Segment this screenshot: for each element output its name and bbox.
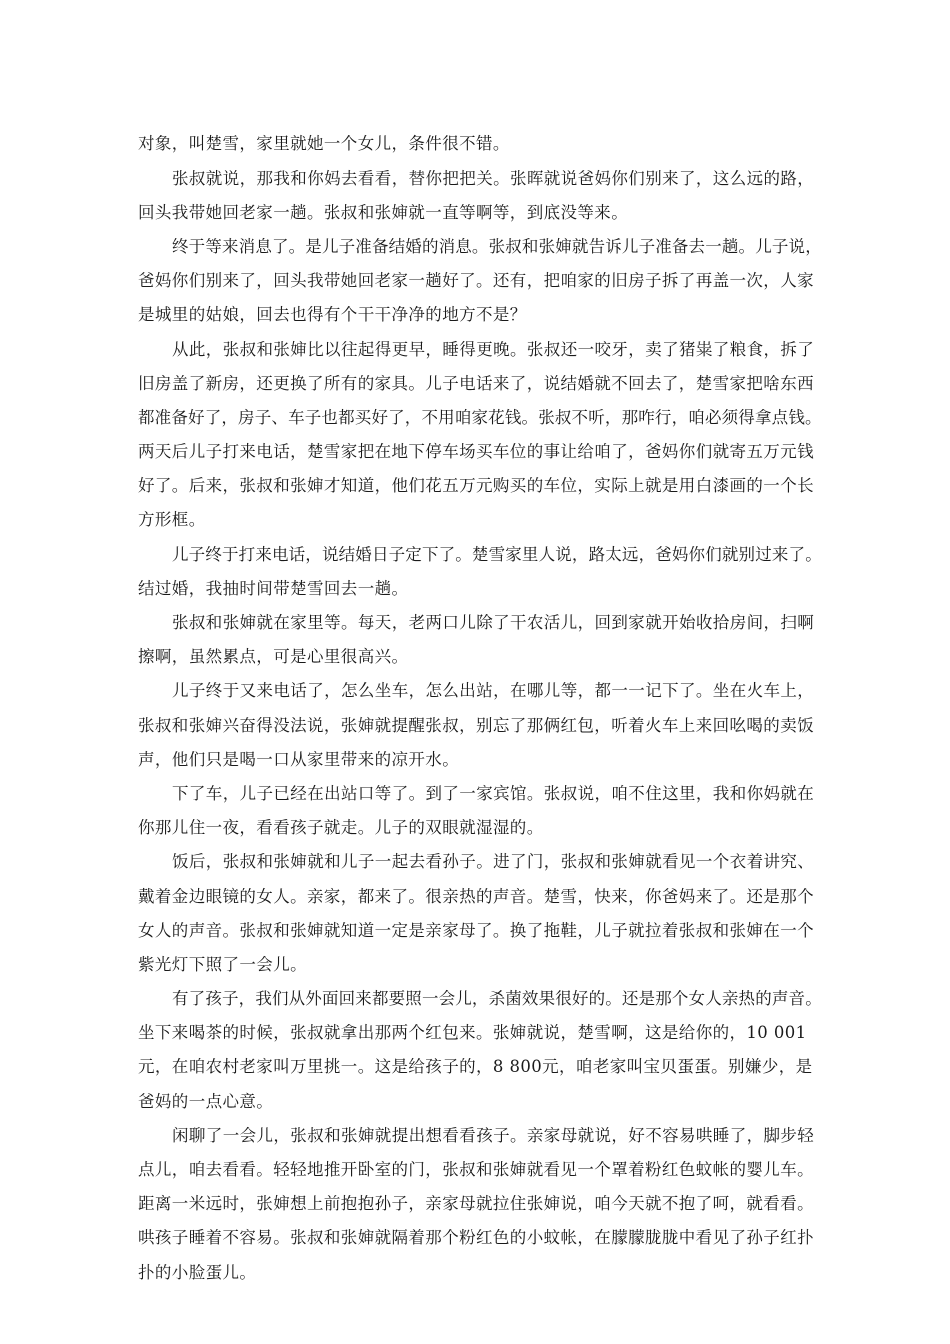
text-line: 对象，叫楚雪，家里就她一个女儿，条件很不错。 <box>138 134 510 153</box>
text-line: 回头我带她回老家一趟。张叔和张婶就一直等啊等，到底没等来。 <box>138 203 629 222</box>
text-line: 有了孩子，我们从外面回来都要照一会儿，杀菌效果很好的。还是那个女人亲热的声音。 <box>172 989 822 1008</box>
text-line: 终于等来消息了。是儿子准备结婚的消息。张叔和张婶就告诉儿子准备去一趟。儿子说， <box>172 237 822 256</box>
text-line: 下了车，儿子已经在出站口等了。到了一家宾馆。张叔说，咱不住这里，我和你妈就在 <box>172 784 815 803</box>
text-line: 扑的小脸蛋儿。 <box>138 1263 257 1282</box>
text-line: 坐下来喝茶的时候，张叔就拿出那两个红包来。张婶就说，楚雪啊，这是给你的，10 001 <box>138 1023 807 1042</box>
text-line: 戴着金边眼镜的女人。亲家，都来了。很亲热的声音。楚雪，快来，你爸妈来了。还是那个 <box>138 887 814 906</box>
text-line: 爸妈的一点心意。 <box>138 1092 274 1111</box>
text-line: 哄孩子睡着不容易。张叔和张婶就隔着那个粉红色的小蚊帐，在朦朦胧胧中看见了孙子红扑 <box>138 1228 814 1247</box>
text-line: 儿子终于打来电话，说结婚日子定下了。楚雪家里人说，路太远，爸妈你们就别过来了。 <box>172 545 822 564</box>
text-line: 张叔和张婶就在家里等。每天，老两口儿除了干农活儿，回到家就开始收拾房间，扫啊 <box>172 613 815 632</box>
text-line: 旧房盖了新房，还更换了所有的家具。儿子电话来了，说结婚就不回去了，楚雪家把啥东西 <box>138 374 814 393</box>
text-line: 两天后儿子打来电话，楚雪家把在地下停车场买车位的事让给咱了，爸妈你们就寄五万元钱 <box>138 442 814 461</box>
text-line: 是城里的姑娘，回去也得有个干干净净的地方不是？ <box>138 305 527 324</box>
text-line: 距离一米远时，张婶想上前抱抱孙子，亲家母就拉住张婶说，咱今天就不抱了呵，就看看。 <box>138 1194 814 1213</box>
text-line: 女人的声音。张叔和张婶就知道一定是亲家母了。换了拖鞋，儿子就拉着张叔和张婶在一个 <box>138 921 814 940</box>
text-line: 儿子终于又来电话了，怎么坐车，怎么出站，在哪儿等，都一一记下了。坐在火车上， <box>172 681 815 700</box>
text-line: 张叔和张婶兴奋得没法说，张婶就提醒张叔，别忘了那俩红包，听着火车上来回吆喝的卖饭 <box>138 716 814 735</box>
text-line: 点儿，咱去看看。轻轻地推开卧室的门，张叔和张婶就看见一个罩着粉红色蚊帐的婴儿车。 <box>138 1160 814 1179</box>
text-line: 你那儿住一夜，看看孩子就走。儿子的双眼就湿湿的。 <box>138 818 544 837</box>
text-line: 紫光灯下照了一会儿。 <box>138 955 307 974</box>
text-line: 爸妈你们别来了，回头我带她回老家一趟好了。还有，把咱家的旧房子拆了再盖一次，人家 <box>138 271 814 290</box>
text-line: 饭后，张叔和张婶就和儿子一起去看孙子。进了门，张叔和张婶就看见一个衣着讲究、 <box>172 852 815 871</box>
text-line: 元，在咱农村老家叫万里挑一。这是给孩子的，8 800元，咱老家叫宝贝蛋蛋。别嫌少，是 <box>138 1057 813 1076</box>
text-line: 都准备好了，房子、车子也都买好了，不用咱家花钱。张叔不听，那咋行，咱必须得拿点钱。 <box>138 408 822 427</box>
text-line: 从此，张叔和张婶比以往起得更早，睡得更晚。张叔还一咬牙，卖了猪粜了粮食，拆了 <box>172 340 815 359</box>
text-line: 闲聊了一会儿，张叔和张婶就提出想看看孩子。亲家母就说，好不容易哄睡了，脚步轻 <box>172 1126 815 1145</box>
text-line: 方形框。 <box>138 510 206 529</box>
text-line: 张叔就说，那我和你妈去看看，替你把把关。张晖就说爸妈你们别来了，这么远的路， <box>172 169 815 188</box>
text-line: 结过婚，我抽时间带楚雪回去一趟。 <box>138 579 409 598</box>
text-line: 声，他们只是喝一口从家里带来的凉开水。 <box>138 750 460 769</box>
text-line: 擦啊，虽然累点，可是心里很高兴。 <box>138 647 409 666</box>
text-line: 好了。后来，张叔和张婶才知道，他们花五万元购买的车位，实际上就是用白漆画的一个长 <box>138 476 814 495</box>
